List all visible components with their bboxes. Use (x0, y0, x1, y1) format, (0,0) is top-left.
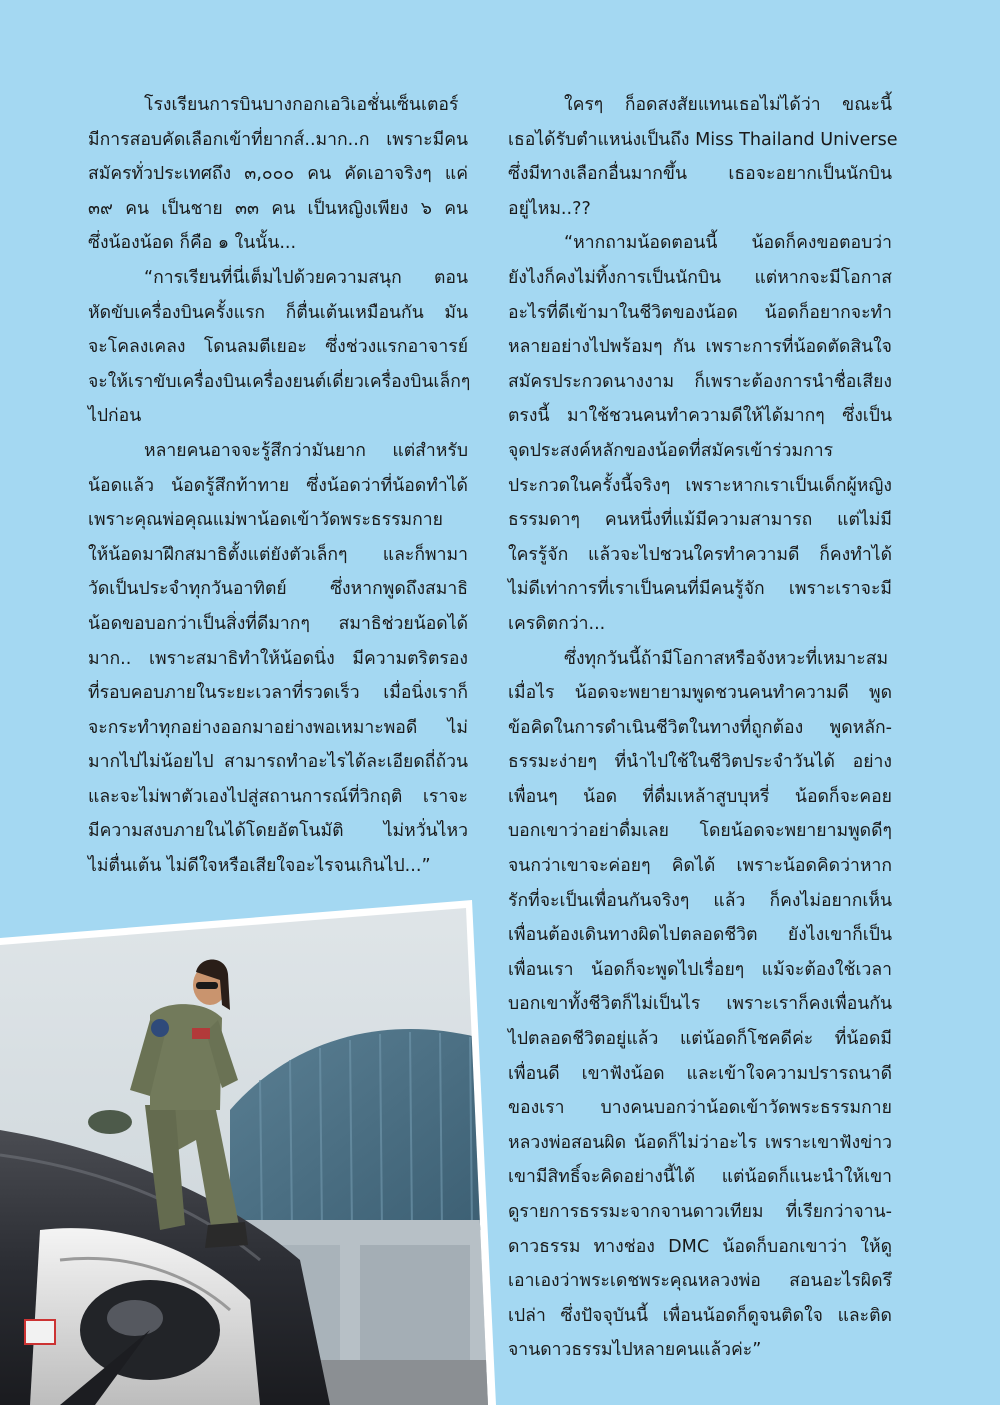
left-text-line: มีความสงบภายในได้โดยอัตโนมัติ ไม่หวั่นไหว (88, 821, 468, 842)
left-text-line: เพราะคุณพ่อคุณแม่พาน้อดเข้าวัดพระธรรมกาย (88, 510, 443, 531)
left-text-line: มาก.. เพราะสมาธิทำให้น้อดนิ่ง มีความตริตรอง (88, 648, 468, 669)
left-paragraph (88, 434, 468, 884)
left-text-line: ไปก่อน (88, 406, 142, 427)
right-text-line: เพื่อนเรา น้อดก็จะพูดไปเรื่อยๆ แม้จะต้องใช้เวลา (508, 959, 892, 980)
right-text-line: เพื่อนๆ น้อด ที่ดื่มเหล้าสูบบุหรี่ น้อดก็จะคอย (508, 786, 892, 807)
left-text-line: น้อดขอบอกว่าเป็นสิ่งที่ดีมากๆ สมาธิช่วยน้อดได้ (88, 613, 468, 634)
right-text-line: เขามีสิทธิ์จะคิดอย่างนี้ได้ แต่น้อดก็แนะนำให้เขา (508, 1167, 892, 1188)
left-text-line: น้อดแล้ว น้อดรู้สึกท้าทาย ซึ่งน้อดว่าที่น้อดทำได้ (88, 475, 468, 496)
right-paragraph (508, 642, 892, 1368)
right-paragraph (508, 88, 898, 226)
right-text-line: ไปตลอดชีวิตอยู่แล้ว แต่น้อดก็โชคดีค่ะ ที่น้อดมี (508, 1029, 892, 1050)
right-text-line: เปล่า ซึ่งปัจจุบันนี้ เพื่อนน้อดก็ดูจนติดใจ และติด (508, 1305, 892, 1326)
left-text-line: ที่รอบคอบภายในระยะเวลาที่รวดเร็ว เมื่อนิ่งเราก็ (88, 683, 468, 704)
right-text-line: รักที่จะเป็นเพื่อนกันจริงๆ แล้ว ก็คงไม่อยากเห็น (508, 890, 892, 911)
left-text-line: หัดขับเครื่องบินครั้งแรก ก็ตื่นเต้นเหมือนกัน มัน (88, 302, 468, 323)
right-text-line: ซึ่งมีทางเลือกอื่นมากขึ้น เธอจะอยากเป็นนักบิน (508, 164, 892, 185)
right-text-line: ข้อคิดในการดำเนินชีวิตในทางที่ถูกต้อง พูดหลัก- (508, 717, 892, 738)
left-text-line: หลายคนอาจจะรู้สึกว่ามันยาก แต่สำหรับ (144, 440, 468, 461)
left-text-line: “การเรียนที่นี่เต็มไปด้วยความสนุก ตอน (144, 267, 468, 288)
pilot-photo (0, 900, 500, 1405)
right-text-line: ดาวธรรม ทางช่อง DMC น้อดก็บอกเขาว่า ให้ดู (508, 1236, 892, 1257)
left-paragraph (88, 261, 471, 434)
left-text-line: จะโคลงเคลง โดนลมตีเยอะ ซึ่งช่วงแรกอาจารย์ (88, 337, 468, 358)
right-text-column (508, 88, 898, 1368)
right-text-line: ใครๆ ก็อดสงสัยแทนเธอไม่ได้ว่า ขณะนี้ (564, 95, 892, 115)
right-text-line: ซึ่งทุกวันนี้ถ้ามีโอกาสหรือจังหวะที่เหมาะสม (564, 648, 889, 669)
left-text-line: ซึ่งน้องน้อด ก็คือ ๑ ในนั้น... (88, 233, 297, 254)
right-text-line: หลวงพ่อสอนผิด น้อดก็ไม่ว่าอะไร เพราะเขาฟังข่าว (508, 1132, 892, 1153)
right-text-line: หลายอย่างไปพร้อมๆ กัน เพราะการที่น้อดตัดสินใจ (508, 337, 892, 358)
right-text-line: ของเรา บางคนบอกว่าน้อดเข้าวัดพระธรรมกาย (508, 1098, 892, 1119)
left-text-line: จะกระทำทุกอย่างออกมาอย่างพอเหมาะพอดี ไม่ (88, 717, 468, 738)
left-paragraph (88, 88, 468, 261)
left-text-line: สมัครทั่วประเทศถึง ๓,๐๐๐ คน คัดเอาจริงๆ แค่ (88, 164, 468, 185)
right-text-line: เพื่อนดี เขาฟังน้อด และเข้าใจความปรารถนาดี (508, 1063, 892, 1084)
right-text-line: เอาเองว่าพระเดชพระคุณหลวงพ่อ สอนอะไรผิดรึ (508, 1271, 892, 1292)
left-text-line: ไม่ตื่นเต้น ไม่ดีใจหรือเสียใจอะไรจนเกินไป...” (88, 856, 431, 877)
right-text-line: บอกเขาทั้งชีวิตก็ไม่เป็นไร เพราะเราก็คงเพื่อนกัน (508, 994, 892, 1015)
left-text-line: วัดเป็นประจำทุกวันอาทิตย์ ซึ่งหากพูดถึงสมาธิ (88, 579, 468, 600)
right-text-line: “หากถามน้อดตอนนี้ น้อดก็คงขอตอบว่า (564, 233, 892, 254)
left-text-line: ๓๙ คน เป็นชาย ๓๓ คน เป็นหญิงเพียง ๖ คน (88, 198, 468, 219)
right-text-line: เพื่อนต้องเดินทางผิดไปตลอดชีวิต ยังไงเขาก็เป็น (508, 925, 892, 946)
right-text-line: เมื่อไร น้อดจะพยายามพูดชวนคนทำความดี พูด (508, 683, 892, 704)
left-text-line: มีการสอบคัดเลือกเข้าที่ยากส์..มาก..ก เพราะมีคน (88, 129, 468, 150)
right-text-line: ดูรายการธรรมะจากจานดาวเทียม ที่เรียกว่าจาน- (508, 1202, 892, 1222)
right-text-line: จานดาวธรรมไปหลายคนแล้วค่ะ” (508, 1340, 762, 1361)
right-text-line: จุดประสงค์หลักของน้อดที่สมัครเข้าร่วมการ (508, 440, 834, 461)
right-text-line: ประกวดในครั้งนี้จริงๆ เพราะหากเราเป็นเด็กผู้หญิง (508, 475, 892, 496)
right-text-line: อยู่ไหม..?? (508, 198, 591, 219)
left-text-line: ให้น้อดมาฝึกสมาธิตั้งแต่ยังตัวเล็กๆ และก็พามา (88, 544, 468, 565)
left-text-line: จะให้เราขับเครื่องบินเครื่องยนต์เดี่ยวเครื่องบินเล็กๆ (88, 371, 471, 392)
right-text-line: ธรรมดาๆ คนหนึ่งที่แม้มีความสามารถ แต่ไม่มี (508, 510, 892, 531)
right-text-line: เธอได้รับตำแหน่งเป็นถึง Miss Thailand Universe (508, 129, 898, 150)
right-text-line: ธรรมะง่ายๆ ที่นำไปใช้ในชีวิตประจำวันได้ อย่าง (508, 752, 892, 773)
right-text-line: ตรงนี้ มาใช้ชวนคนทำความดีให้ได้มากๆ ซึ่งเป็น (508, 406, 892, 427)
right-paragraph (508, 226, 892, 641)
left-text-column (88, 88, 471, 884)
right-text-line: จนกว่าเขาจะค่อยๆ คิดได้ เพราะน้อดคิดว่าหาก (508, 856, 892, 877)
left-text-line: และจะไม่พาตัวเองไปสู่สถานการณ์ที่วิกฤติ เราจะ (88, 786, 468, 807)
right-text-line: อะไรที่ดีเข้ามาในชีวิตของน้อด น้อดก็อยากจะทำ (508, 302, 892, 323)
right-text-line: ยังไงก็คงไม่ทิ้งการเป็นนักบิน แต่หากจะมีโอกาส (508, 267, 892, 288)
left-text-line: โรงเรียนการบินบางกอกเอวิเอชั่นเซ็นเตอร์ (144, 95, 459, 115)
right-text-line: ใครรู้จัก แล้วจะไปชวนใครทำความดี ก็คงทำได้ (508, 544, 892, 565)
right-text-line: บอกเขาว่าอย่าดื่มเลย โดยน้อดจะพยายามพูดดีๆ (508, 821, 892, 842)
right-text-line: สมัครประกวดนางงาม ก็เพราะต้องการนำชื่อเสียง (508, 371, 892, 392)
right-text-line: เครดิตกว่า... (508, 613, 606, 634)
right-text-line: ไม่ดีเท่าการที่เราเป็นคนที่มีคนรู้จัก เพราะเราจะมี (508, 579, 892, 600)
left-text-line: มากไปไม่น้อยไป สามารถทำอะไรได้ละเอียดถี่ถ้วน (88, 752, 468, 773)
